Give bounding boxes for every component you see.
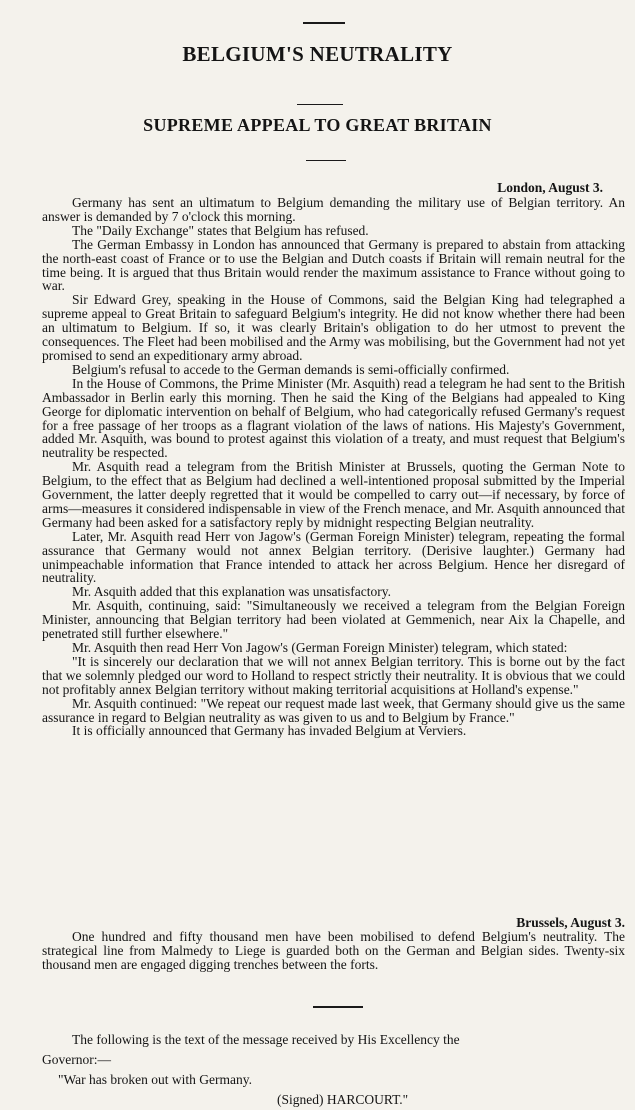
governor-message — [42, 1030, 625, 1110]
paragraph: Germany has sent an ultimatum to Belgium demanding the military use of Belgian territory. An answer is demanded by 7 o'clock this morning. — [42, 195, 625, 224]
paragraph: Mr. Asquith, continuing, said: "Simultaneously we received a telegram from the Belgian Foreign Minister, announcing that Belgian territory had been violated at Gemmenich, near Aix la Chapelle, and penetrated still further elsewhere." — [42, 598, 625, 642]
paragraph: Sir Edward Grey, speaking in the House of Commons, said the Belgian King had telegraphed a supreme appeal to Great Britain to safeguard Belgium's integrity. He did not know whether there had been an ultimatum to Belgium. If so, it was clearly Britain's obligation to do her utmost to prevent the consequences. The Fleet had been mobilised and the Army was mobilising, but the Government had not yet promised to send an expeditionary army abroad. — [42, 292, 625, 363]
message-addressee: Governor:— — [42, 1052, 111, 1067]
dateline-brussels: Brussels, August 3. — [516, 915, 625, 930]
paragraph: Mr. Asquith then read Herr Von Jagow's (German Foreign Minister) telegram, which stated: — [72, 640, 568, 655]
paragraph: Later, Mr. Asquith read Herr von Jagow's (German Foreign Minister) telegram, repeating the formal assurance that Germany would not annex Belgian territory. (Derisive laughter.) Germany had unimpeachable information that France intended to attack her across Belgium. Hence her disregard of neutrality. — [42, 528, 625, 586]
paragraph: The "Daily Exchange" states that Belgium has refused. — [72, 222, 369, 238]
paragraph: Mr. Asquith continued: "We repeat our request made last week, that Germany should give us the same assurance in regard to Belgian neutrality as was given to us and to Belgium by France." — [42, 695, 625, 725]
paragraph: In the House of Commons, the Prime Minister (Mr. Asquith) read a telegram he had sent to the British Ambassador in Berlin early this morning. Then he said the King of the Belgians had appealed to King George for diplomatic intervention on behalf of Belgium, who had categorically refused Germany's request for a free passage of her troops as a flagrant violation of the laws of nations. His Majesty's Government, added Mr. Asquith, was bound to protest against this violation of a treaty, and must request that Belgium's neutrality be respected. — [42, 375, 625, 461]
message-quote: "War has broken out with Germany. — [58, 1072, 252, 1087]
paragraph: Belgium's refusal to accede to the German demands is semi-officially confirmed. — [72, 361, 510, 377]
article-body-brussels — [42, 916, 625, 972]
paragraph: Mr. Asquith read a telegram from the British Minister at Brussels, quoting the German Note to Belgium, to the effect that as Belgium had declined a well-intentioned proposal submitted by the Imperial Government, the latter deeply regretted that it would be compelled to carry out—if necessary, by force of arms—measures it considered indispensable in view of the French menace, and Mr. Asquith announced that Germany had been asked for a satisfactory reply by midnight respecting Belgian neutrality. — [42, 459, 625, 530]
dateline-london: London, August 3. — [497, 180, 603, 195]
paragraph: The German Embassy in London has announced that Germany is prepared to abstain from attacking the north-east coast of France or to use the Belgian and Dutch coasts if Britain will remain neutral for the time being. It is argued that thus Britain would render the maximum assistance to France without going to war. — [42, 236, 625, 294]
subheadline: SUPREME APPEAL TO GREAT BRITAIN — [143, 115, 492, 135]
subheadline-divider — [306, 160, 346, 161]
paragraph: It is officially announced that Germany has invaded Belgium at Verviers. — [72, 723, 467, 739]
message-signature: (Signed) HARCOURT." — [277, 1092, 409, 1107]
message-intro: The following is the text of the message received by His Excellency the — [72, 1032, 460, 1047]
headline: BELGIUM'S NEUTRALITY — [182, 42, 453, 66]
paragraph: "It is sincerely our declaration that we will not annex Belgian territory. This is borne out by the fact that we solemnly pledged our word to Holland to respect strictly their neutrality. It is obvious that we could not profitably annex Belgian territory without making territorial acquisitions at Holland's expense." — [42, 653, 625, 697]
article-body-london — [42, 196, 625, 738]
top-divider — [303, 22, 345, 24]
bottom-divider — [313, 1006, 363, 1008]
paragraph: Mr. Asquith added that this explanation was unsatisfactory. — [72, 584, 391, 600]
paragraph: One hundred and fifty thousand men have been mobilised to defend Belgium's neutrality. The strategical line from Malmedy to Liege is guarded both on the German and Belgian sides. Twenty-six thousand men are engaged digging trenches between the forts. — [42, 928, 625, 972]
headline-divider — [297, 104, 343, 105]
